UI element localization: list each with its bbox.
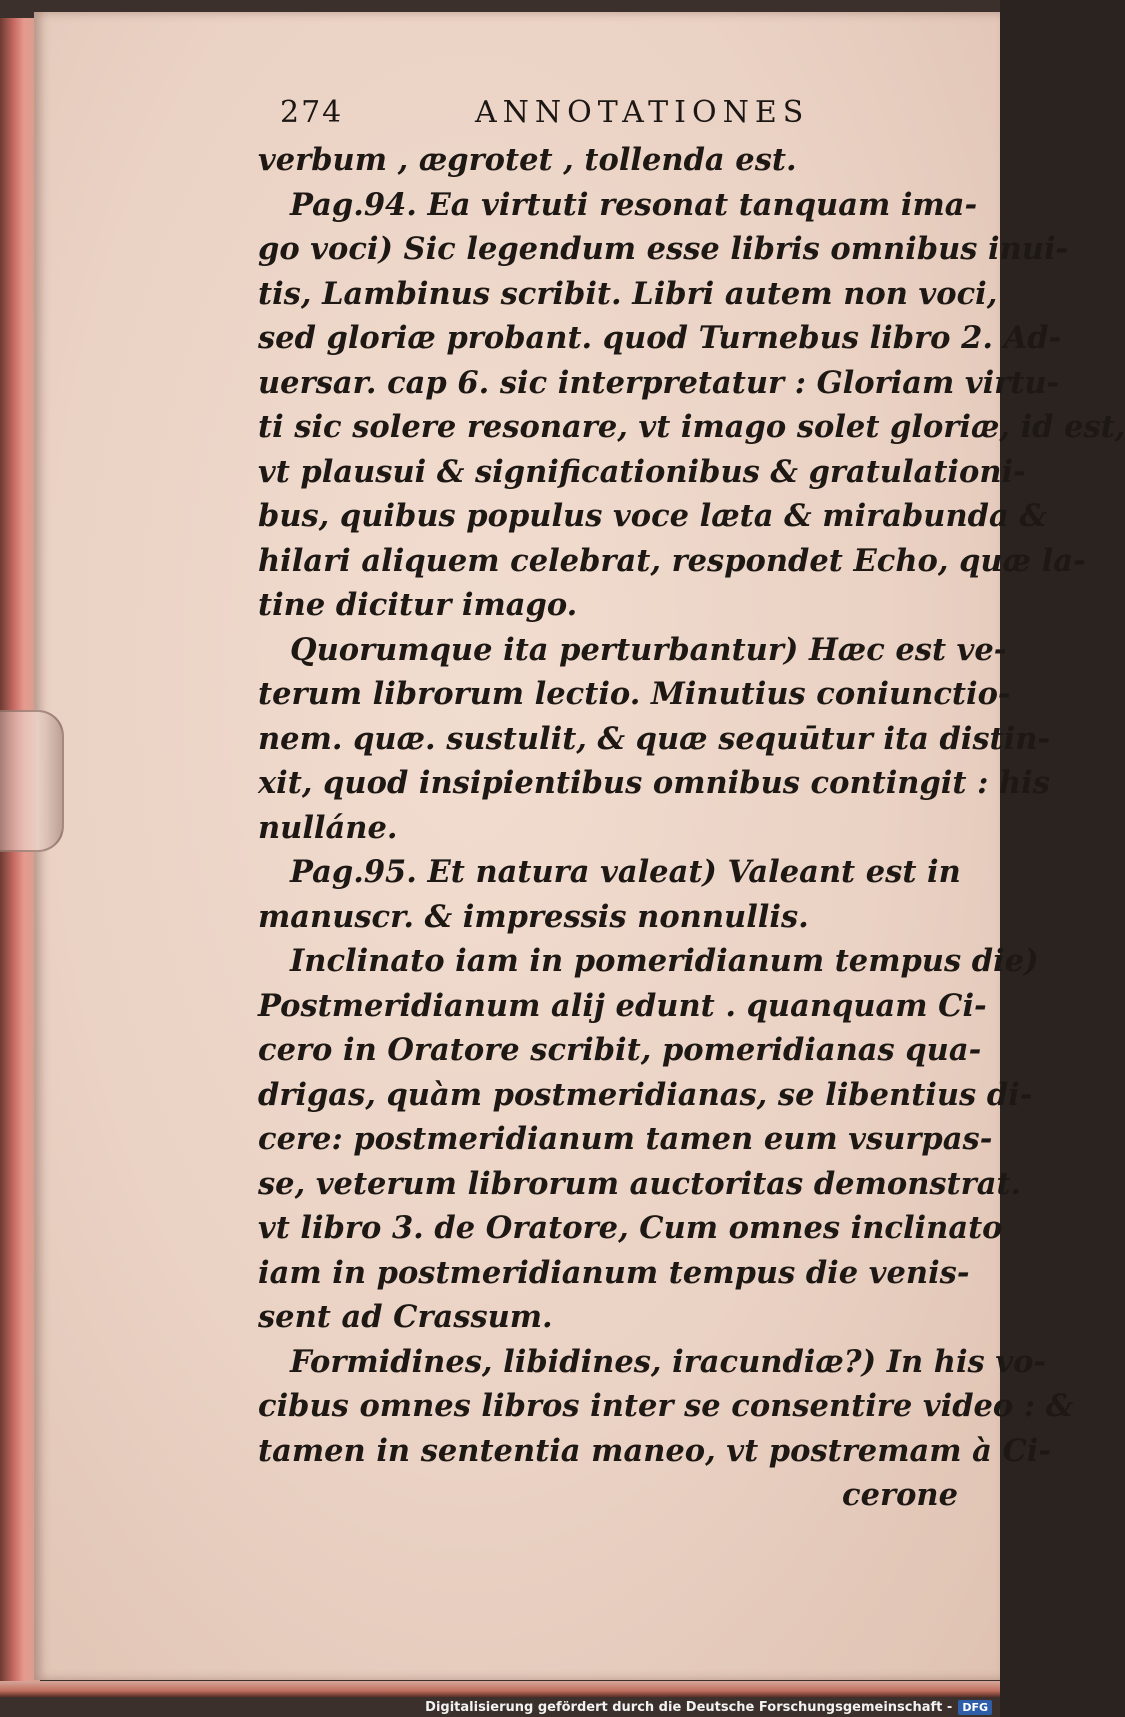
text-line: tine dicitur imago. [258, 587, 578, 623]
digitization-footer [425, 1700, 992, 1715]
text-line: Pag.95. Et natura valeat) Valeant est in [290, 854, 961, 890]
text-line: cere: postmeridianum tamen eum vsurpas- [258, 1121, 993, 1157]
text-line: nem. quæ. sustulit, & quæ sequūtur ita distin- [258, 720, 1051, 757]
text-line: hilari aliquem celebrat, respondet Echo, quæ la- [258, 542, 1086, 579]
text-line: Formidines, libidines, iracundiæ?) In his vo- [290, 1343, 1047, 1380]
text-line: tis, Lambinus scribit. Libri autem non voci, [258, 275, 998, 312]
text-line: sed gloriæ probant. quod Turnebus libro 2. Ad- [258, 320, 1062, 356]
text-line: Postmeridianum alij edunt . quanquam Ci- [258, 987, 987, 1024]
text-line: xit, quod insipientibus omnibus contingit : his [258, 765, 1050, 801]
running-head: ANNOTATIONES [475, 95, 810, 130]
text-line: cero in Oratore scribit, pomeridianas qua- [258, 1032, 982, 1068]
text-line: nulláne. [258, 809, 398, 846]
body-text [258, 138, 1125, 1518]
text-line: vt libro 3. de Oratore, Cum omnes inclinato [258, 1210, 1003, 1246]
text-line: bus, quibus populus voce læta & mirabunda & [258, 498, 1047, 534]
text-line: Quorumque ita perturbantur) Hæc est ve- [290, 631, 1007, 668]
page-clip [0, 710, 64, 852]
text-line: iam in postmeridianum tempus die venis- [258, 1254, 970, 1291]
text-line: Pag.94. Ea virtuti resonat tanquam ima- [290, 186, 978, 223]
text-line: cerone [842, 1477, 958, 1513]
text-line: drigas, quàm postmeridianas, se libentius di- [258, 1076, 1033, 1113]
text-line: vt plausui & significationibus & gratulationi- [258, 453, 1026, 490]
dfg-logo: DFG [958, 1700, 992, 1715]
text-line: tamen in sententia maneo, vt postremam à Ci- [258, 1432, 1052, 1469]
text-line: ti sic solere resonare, vt imago solet gloriæ, id est, [258, 409, 1125, 445]
text-line: manuscr. & impressis nonnullis. [258, 898, 809, 935]
text-line: verbum , ægrotet , tollenda est. [258, 142, 797, 178]
text-line: terum librorum lectio. Minutius coniunctio- [258, 676, 1011, 712]
text-line: se, veterum librorum auctoritas demonstrat. [258, 1165, 1022, 1202]
text-line: uersar. cap 6. sic interpretatur : Gloriam virtu- [258, 364, 1060, 401]
text-line: go voci) Sic legendum esse libris omnibus inui- [258, 231, 1069, 267]
book-edge-bottom [0, 1681, 1000, 1697]
text-line: Inclinato iam in pomeridianum tempus die) [290, 943, 1039, 979]
page-number: 274 [280, 95, 344, 130]
footer-text: Digitalisierung gefördert durch die Deutsche Forschungsgemeinschaft - [425, 1700, 953, 1715]
text-line: cibus omnes libros inter se consentire video : & [258, 1388, 1074, 1424]
text-line: sent ad Crassum. [258, 1299, 553, 1335]
